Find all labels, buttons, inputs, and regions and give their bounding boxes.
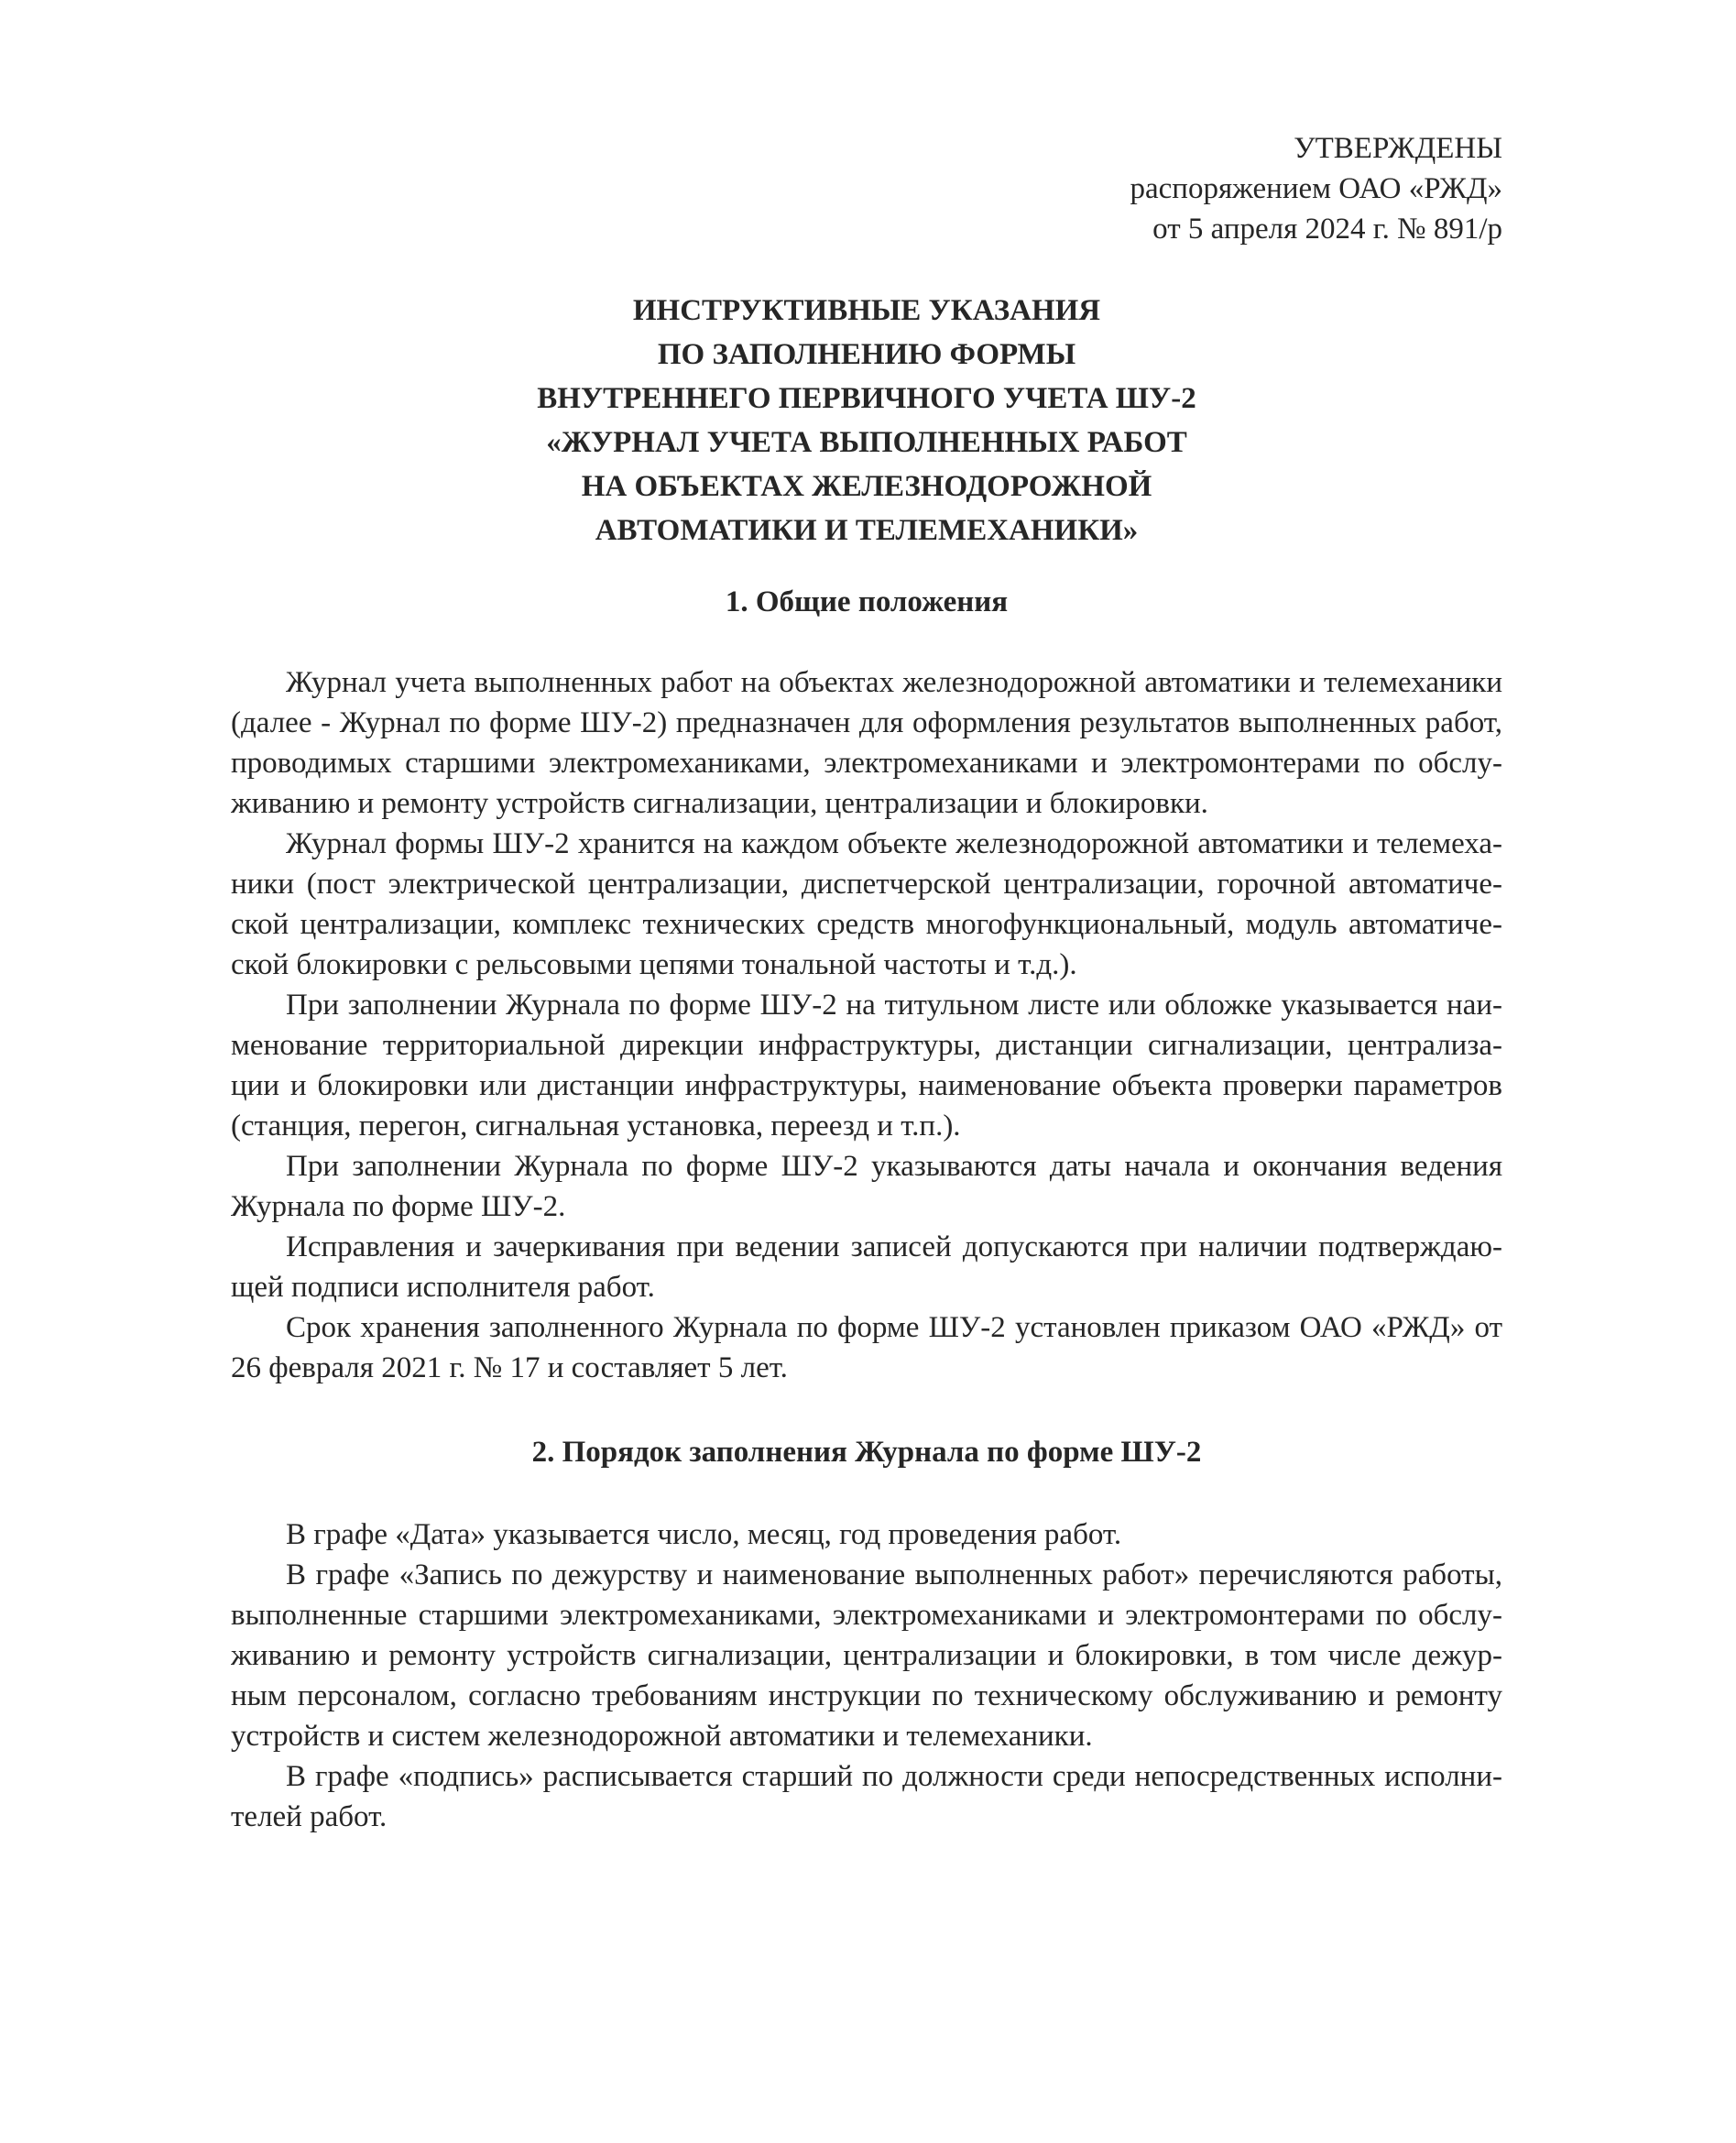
section-1-body	[231, 662, 1502, 1388]
paragraph-line: ным персоналом, согласно требованиям инструкции по техническому обслуживанию и ремонту	[231, 1679, 1502, 1712]
paragraph-line: (далее - Журнал по форме ШУ-2) предназначен для оформления результатов выполненных работ,	[231, 706, 1502, 739]
paragraph	[231, 985, 1502, 1146]
paragraph-line: ции и блокировки или дистанции инфраструктуры, наименование объекта проверки параметров	[231, 1069, 1502, 1102]
approval-line: распоряжением ОАО «РЖД»	[1130, 172, 1502, 205]
paragraph	[231, 1555, 1502, 1756]
paragraph-line: менование территориальной дирекции инфраструктуры, дистанции сигнализации, централиза-	[231, 1029, 1502, 1062]
paragraph-line: живанию и ремонту устройств сигнализации, централизации и блокировки, в том числе дежур-	[231, 1639, 1502, 1672]
paragraph-line: Журнал формы ШУ-2 хранится на каждом объекте железнодорожной автоматики и телемеха-	[286, 827, 1502, 860]
paragraph-line: ники (пост электрической централизации, диспетчерской централизации, горочной автоматиче-	[231, 868, 1502, 901]
paragraph-line: живанию и ремонту устройств сигнализации, централизации и блокировки.	[231, 787, 1208, 820]
title-line: «ЖУРНАЛ УЧЕТА ВЫПОЛНЕННЫХ РАБОТ	[546, 426, 1187, 459]
paragraph-line: 26 февраля 2021 г. № 17 и составляет 5 лет.	[231, 1351, 788, 1384]
approval-line: от 5 апреля 2024 г. № 891/р	[1152, 213, 1502, 246]
title-line: ПО ЗАПОЛНЕНИЮ ФОРМЫ	[657, 338, 1076, 371]
paragraph	[231, 1227, 1502, 1307]
paragraph	[231, 824, 1502, 985]
paragraph	[231, 1756, 1502, 1837]
paragraph-line: Исправления и зачеркивания при ведении записей допускаются при наличии подтверждаю-	[286, 1230, 1502, 1263]
section-1-heading: 1. Общие положения	[725, 585, 1009, 618]
approval-block	[231, 128, 1502, 249]
paragraph	[231, 662, 1502, 824]
paragraph-line: В графе «подпись» расписывается старший по должности среди непосредственных исполни-	[286, 1760, 1502, 1793]
title-line: НА ОБЪЕКТАХ ЖЕЛЕЗНОДОРОЖНОЙ	[581, 470, 1152, 503]
paragraph	[231, 1146, 1502, 1227]
paragraph-line: телей работ.	[231, 1800, 388, 1833]
paragraph-line: Срок хранения заполненного Журнала по форме ШУ-2 установлен приказом ОАО «РЖД» от	[286, 1311, 1502, 1344]
document-title	[231, 289, 1502, 552]
paragraph-line: Журнал учета выполненных работ на объектах железнодорожной автоматики и телемеханики	[286, 666, 1502, 699]
paragraph-line: щей подписи исполнителя работ.	[231, 1271, 655, 1304]
paragraph-line: ской централизации, комплекс технических средств многофункциональный, модуль автоматиче-	[231, 908, 1502, 941]
paragraph-line: проводимых старшими электромеханиками, электромеханиками и электромонтерами по обслу-	[231, 747, 1502, 780]
paragraph	[231, 1307, 1502, 1388]
approval-line: УТВЕРЖДЕНЫ	[1294, 132, 1502, 165]
paragraph-line: При заполнении Журнала по форме ШУ-2 на титульном листе или обложке указывается наи-	[286, 989, 1502, 1022]
title-line: ИНСТРУКТИВНЫЕ УКАЗАНИЯ	[632, 294, 1101, 327]
paragraph-line: При заполнении Журнала по форме ШУ-2 указываются даты начала и окончания ведения	[286, 1150, 1502, 1183]
paragraph-line: устройств и систем железнодорожной автоматики и телемеханики.	[231, 1720, 1093, 1753]
paragraph-line: В графе «Дата» указывается число, месяц, год проведения работ.	[286, 1518, 1122, 1551]
paragraph-line: (станция, перегон, сигнальная установка, переезд и т.п.).	[231, 1110, 961, 1143]
section-2-heading: 2. Порядок заполнения Журнала по форме ШУ-2	[531, 1436, 1202, 1469]
paragraph	[231, 1514, 1502, 1555]
paragraph-line: выполненные старшими электромеханиками, электромеханиками и электромонтерами по обслу-	[231, 1599, 1502, 1632]
title-line: ВНУТРЕННЕГО ПЕРВИЧНОГО УЧЕТА ШУ-2	[537, 382, 1196, 415]
paragraph-line: В графе «Запись по дежурству и наименование выполненных работ» перечисляются работы,	[286, 1558, 1502, 1591]
title-line: АВТОМАТИКИ И ТЕЛЕМЕХАНИКИ»	[595, 514, 1139, 547]
paragraph-line: ской блокировки с рельсовыми цепями тональной частоты и т.д.).	[231, 948, 1077, 981]
paragraph-line: Журнала по форме ШУ-2.	[231, 1190, 566, 1223]
section-2-body	[231, 1514, 1502, 1837]
